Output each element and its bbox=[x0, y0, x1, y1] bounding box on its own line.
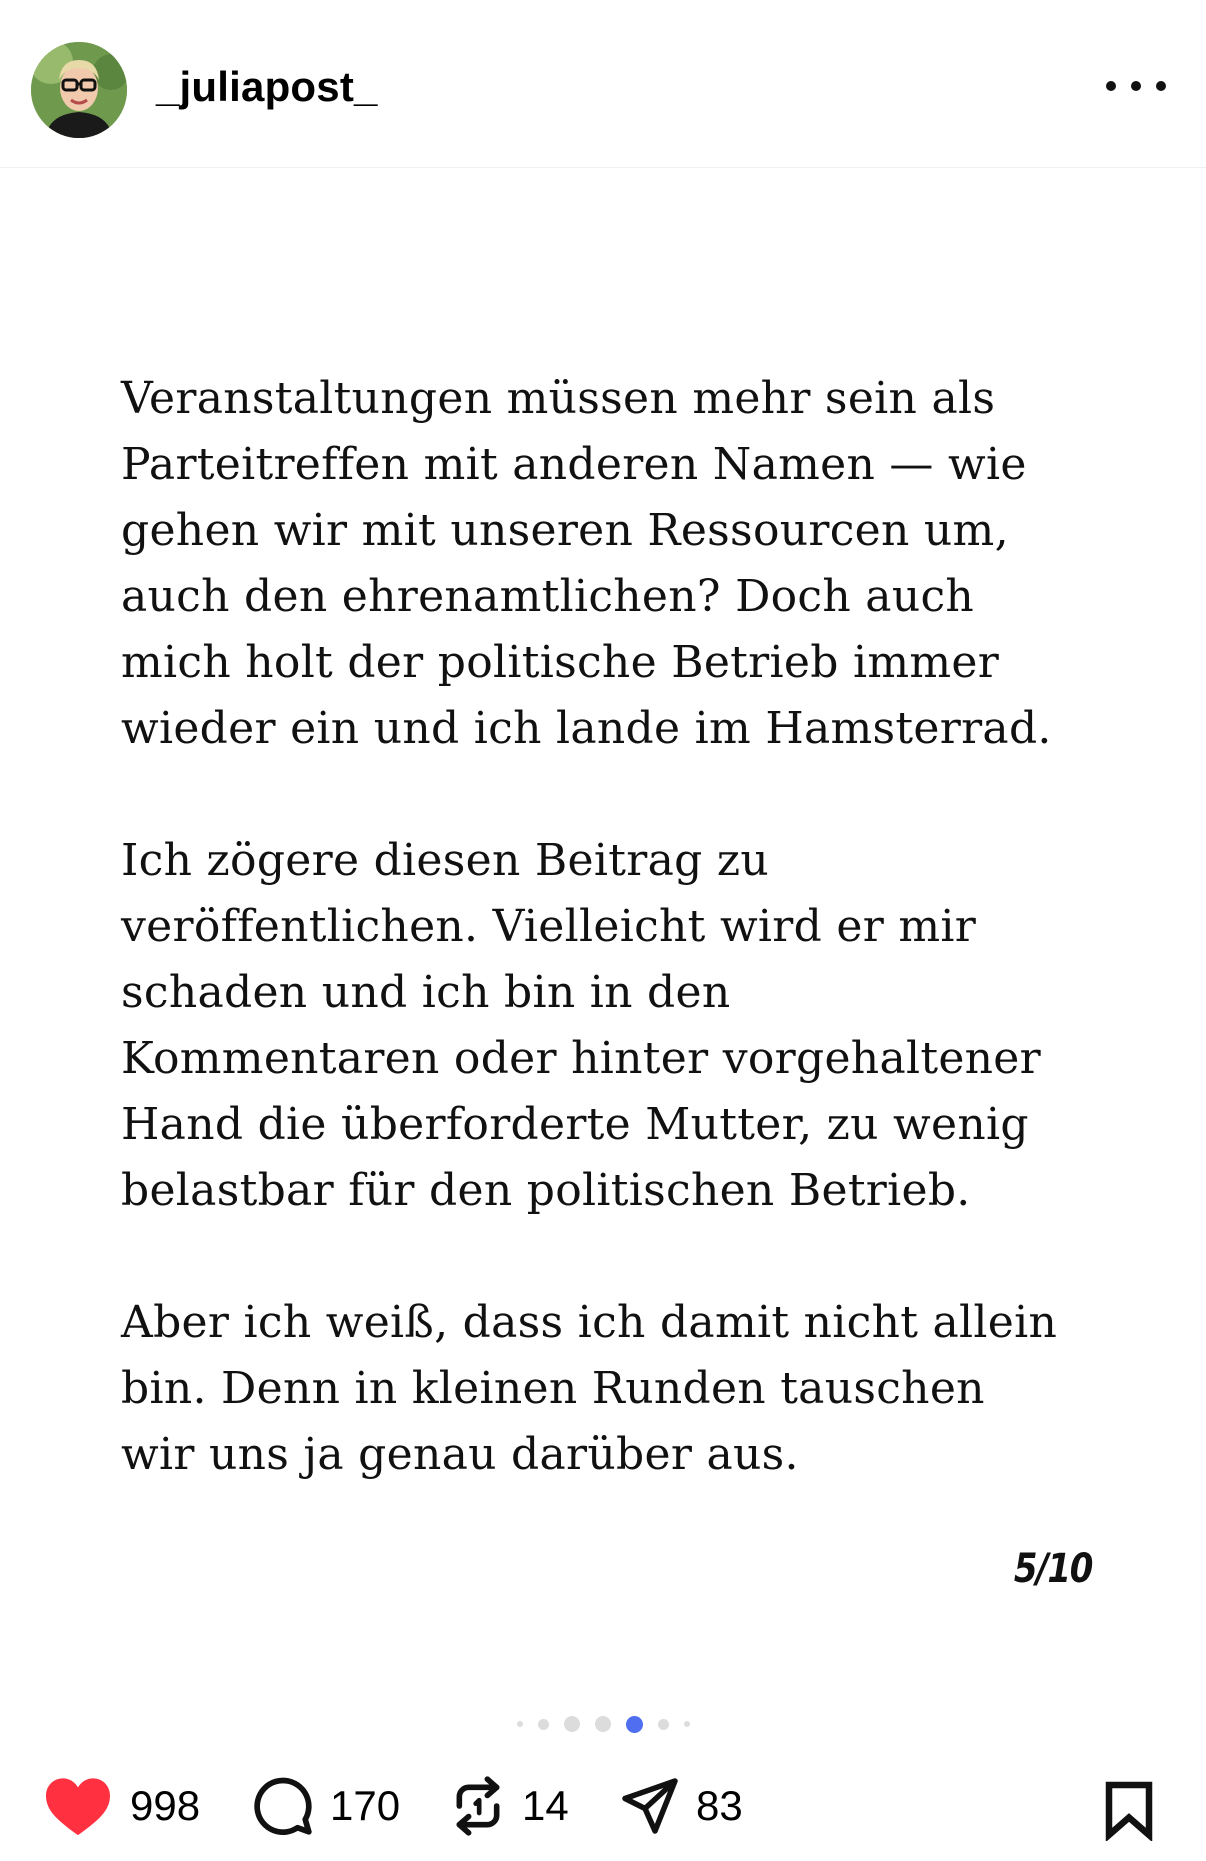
paragraph-3: Aber ich weiß, dass ich damit nicht allein bin. Denn in kleinen Runden tauschen wir uns ja genau darüber aus. bbox=[121, 1297, 1058, 1480]
repost-count: 14 bbox=[522, 1782, 569, 1829]
carousel-slide[interactable] bbox=[0, 168, 1206, 1678]
post-text bbox=[121, 366, 1121, 1488]
carousel-dot bbox=[538, 1719, 549, 1730]
carousel-dot bbox=[595, 1716, 611, 1732]
carousel-dot bbox=[564, 1716, 580, 1732]
like-button[interactable] bbox=[42, 1770, 200, 1842]
username[interactable]: _juliapost_ bbox=[156, 63, 378, 110]
carousel-dot bbox=[684, 1721, 690, 1727]
comment-icon bbox=[252, 1775, 314, 1837]
heart-icon bbox=[42, 1774, 114, 1838]
like-count: 998 bbox=[130, 1782, 201, 1829]
carousel-dots bbox=[0, 1712, 1206, 1736]
share-count: 83 bbox=[696, 1782, 743, 1829]
paragraph-1: Veranstaltungen müssen mehr sein als Parteitreffen mit anderen Namen — wie gehen wir mit unseren Ressourcen um, auch den ehrenamtlichen? Doch auch mich holt der politische Betrieb immer wieder ein und ich lande im Hamsterrad. bbox=[121, 373, 1052, 754]
avatar[interactable] bbox=[31, 42, 127, 138]
comment-count: 170 bbox=[330, 1782, 401, 1829]
repost-icon bbox=[450, 1775, 506, 1837]
paragraph-2: Ich zögere diesen Beitrag zu veröffentlichen. Vielleicht wird er mir schaden und ich bin in den Kommentaren oder hinter vorgehaltener Hand die überforderte Mutter, zu wenig belastbar für den politischen Betrieb. bbox=[121, 835, 1041, 1216]
action-bar bbox=[0, 1762, 1206, 1852]
avatar-image bbox=[31, 42, 127, 138]
repost-button[interactable] bbox=[450, 1770, 569, 1842]
save-button[interactable] bbox=[1104, 1774, 1154, 1846]
carousel-dot bbox=[658, 1719, 669, 1730]
post-header bbox=[0, 0, 1206, 168]
carousel-dot-active bbox=[626, 1716, 643, 1733]
comment-button[interactable] bbox=[252, 1770, 400, 1842]
bookmark-icon bbox=[1104, 1779, 1154, 1841]
slide-page-indicator: 5/10 bbox=[1013, 1546, 1092, 1592]
share-button[interactable] bbox=[620, 1770, 743, 1842]
carousel-dot bbox=[517, 1721, 523, 1727]
more-options-icon[interactable] bbox=[1106, 64, 1166, 108]
send-icon bbox=[620, 1776, 680, 1836]
